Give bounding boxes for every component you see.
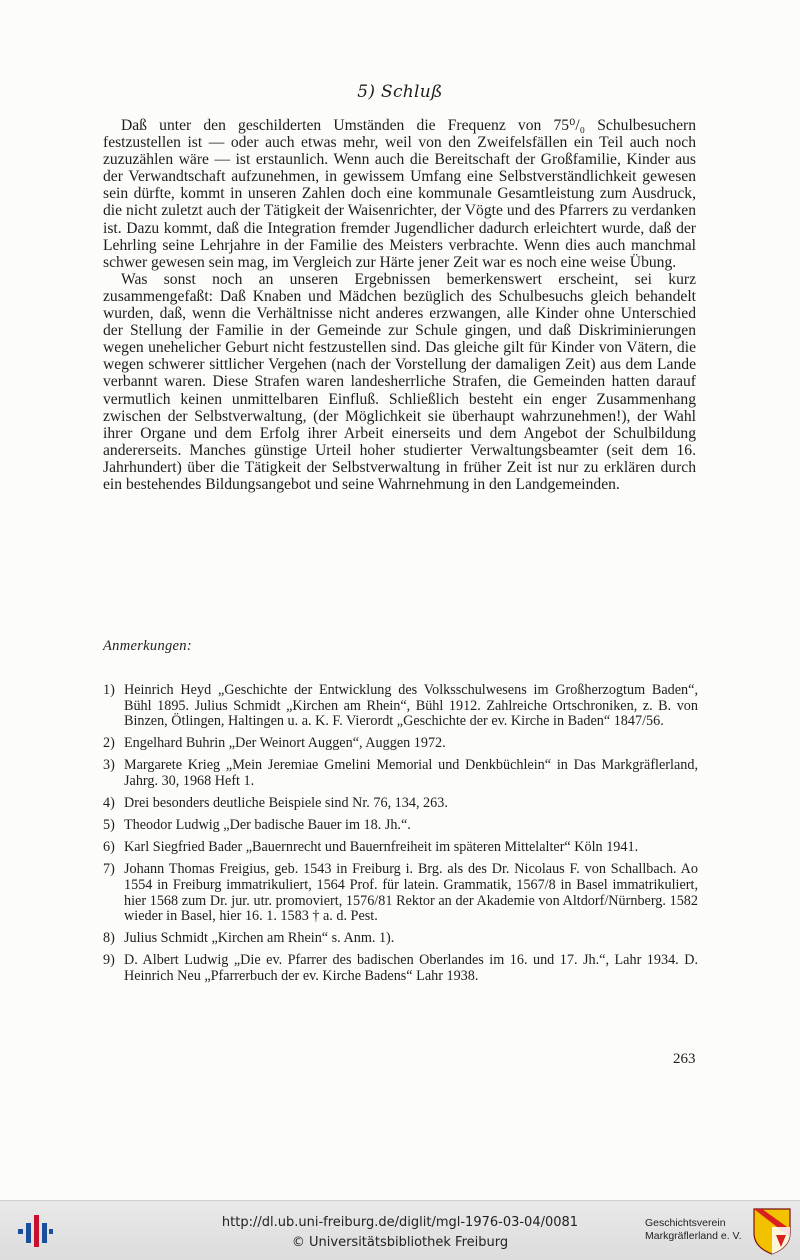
note-number: 8) bbox=[103, 930, 115, 947]
notes-heading: Anmerkungen: bbox=[103, 638, 192, 654]
footer-copyright: © Universitätsbibliothek Freiburg bbox=[291, 1235, 509, 1250]
note-item bbox=[103, 683, 698, 730]
note-number: 7) bbox=[103, 861, 115, 878]
note-number: 4) bbox=[103, 795, 115, 812]
note-item bbox=[103, 796, 698, 812]
footer-org-line: Markgräflerland e. V. bbox=[645, 1230, 742, 1242]
footer-bar bbox=[0, 1200, 800, 1260]
section-title: 5) Schluß bbox=[357, 82, 443, 102]
footer-organization bbox=[645, 1217, 745, 1243]
note-text: Johann Thomas Freigius, geb. 1543 in Freiburg i. Brg. als des Dr. Nicolaus F. von Schallbach. Ao 1554 in Freiburg immatrikuliert, 1564 Prof. für latein. Grammatik, 1567/8 in Basel immatrikuliert, hier 1568 zum Dr. jur. utr. promoviert, 1576/81 Rektor an der Akademie von Altdorf/Nürnberg. 1582 wieder in Basel, hier 16. 1. 1583 † a. d. Pest. bbox=[124, 861, 698, 925]
body-paragraph: Daß unter den geschilderten Umständen die Frequenz von 75⁰/₀ Schulbesuchern festzustellen ist — oder auch etwas mehr, weil von den Zweifelsfällen ein Teil auch noch zuzuzählen wäre — ist erstaunlich. Wenn auch die Bereitschaft der Großfamilie, Kinder aus der Verwandtschaft aufzunehmen, in gewissem Umfang eine Selbstverständlichkeit gewesen sein dürfte, kommt in unseren Zahlen doch eine kommunale Gesamtleistung zum Ausdruck, die nicht zuletzt auch der Tätigkeit der Waisenrichter, der Vögte und des Pfarrers zu verdanken ist. Dazu kommt, daß die Integration fremder Jugendlicher dadurch erleichtert wurde, daß der Lehrling seine Lehrjahre in der Familie des Meisters verbrachte. Wenn dies auch manchmal schwer gewesen sein mag, im Vergleich zur Härte jener Zeit war es noch eine weise Übung. bbox=[103, 117, 696, 271]
note-text: Karl Siegfried Bader „Bauernrecht und Bauernfreiheit im späteren Mittelalter“ Köln 1941. bbox=[124, 839, 639, 856]
markgraeflerland-crest-icon bbox=[752, 1207, 792, 1255]
note-text: Theodor Ludwig „Der badische Bauer im 18. Jh.“. bbox=[124, 817, 411, 834]
note-item bbox=[103, 840, 698, 856]
note-item bbox=[103, 818, 698, 834]
note-text: Heinrich Heyd „Geschichte der Entwicklung des Volksschulwesens im Großherzogtum Baden“, Bühl 1895. Julius Schmidt „Kirchen am Rhein“, Bühl 1912. Zahlreiche Ortschroniken, z. B. von Binzen, Ötlingen, Haltingen u. a. K. F. Vierordt „Geschichte der ev. Kirche in Baden“ 1847/56. bbox=[124, 682, 698, 730]
note-text: Drei besonders deutliche Beispiele sind Nr. 76, 134, 263. bbox=[124, 795, 448, 812]
note-number: 6) bbox=[103, 839, 115, 856]
note-number: 3) bbox=[103, 757, 115, 774]
note-text: D. Albert Ludwig „Die ev. Pfarrer des badischen Oberlandes im 16. und 17. Jh.“, Lahr 1934. D. Heinrich Neu „Pfarrerbuch der ev. Kirche Badens“ Lahr 1938. bbox=[124, 952, 698, 984]
footer-org-line: Geschichtsverein bbox=[645, 1217, 726, 1229]
footer-url-link[interactable]: http://dl.ub.uni-freiburg.de/diglit/mgl-1976-03-04/0081 bbox=[221, 1215, 579, 1230]
note-item bbox=[103, 758, 698, 789]
body-text bbox=[103, 117, 696, 493]
note-text: Margarete Krieg „Mein Jeremiae Gmelini Memorial und Denkbüchlein“ in Das Markgräflerland, Jahrg. 30, 1968 Heft 1. bbox=[124, 757, 698, 789]
note-number: 5) bbox=[103, 817, 115, 834]
note-item bbox=[103, 862, 698, 924]
notes-list bbox=[103, 683, 698, 991]
note-text: Engelhard Buhrin „Der Weinort Auggen“, Auggen 1972. bbox=[124, 735, 446, 752]
note-number: 9) bbox=[103, 952, 115, 969]
note-item bbox=[103, 736, 698, 752]
note-number: 1) bbox=[103, 682, 115, 698]
body-paragraph: Was sonst noch an unseren Ergebnissen bemerkenswert erscheint, sei kurz zusammengefaßt: Daß Knaben und Mädchen bezüglich des Schulbesuchs gleich behandelt wurden, daß, wenn die Verhältnisse nicht anderes erzwangen, alle Kinder ohne Unterschied der Stellung der Familie in der Gemeinde zur Schule gingen, und daß Diskriminierungen wegen unehelicher Geburt nicht festzustellen sind. Das gleiche gilt für Kinder von Vätern, die wegen schwerer sittlicher Vergehen (nach der Vorstellung der damaligen Zeit) aus dem Lande verbannt waren. Diese Strafen waren landesherrliche Strafen, die Gemeinden hatten darauf vermutlich keinen unmittelbaren Einfluß. Schließlich besteht ein enger Zusammenhang zwischen der Selbstverwaltung, (der Möglichkeit sie überhaupt wahrzunehmen!), der Wahl ihrer Organe und dem Erfolg ihrer Arbeit einerseits und dem Angebot der Schulbildung andererseits. Manches günstige Urteil hoher studierter Verwaltungsbeamter (seit dem 16. Jahrhundert) über die Tätigkeit der Selbstverwaltung in früher Zeit ist nur zu erklären durch ein bestehendes Bildungsangebot und seine Wahrnehmung in den Landgemeinden. bbox=[103, 270, 696, 493]
note-number: 2) bbox=[103, 735, 115, 752]
note-item bbox=[103, 931, 698, 947]
note-item bbox=[103, 953, 698, 984]
page-number: 263 bbox=[673, 1051, 696, 1067]
note-text: Julius Schmidt „Kirchen am Rhein“ s. Anm. 1). bbox=[124, 930, 395, 947]
